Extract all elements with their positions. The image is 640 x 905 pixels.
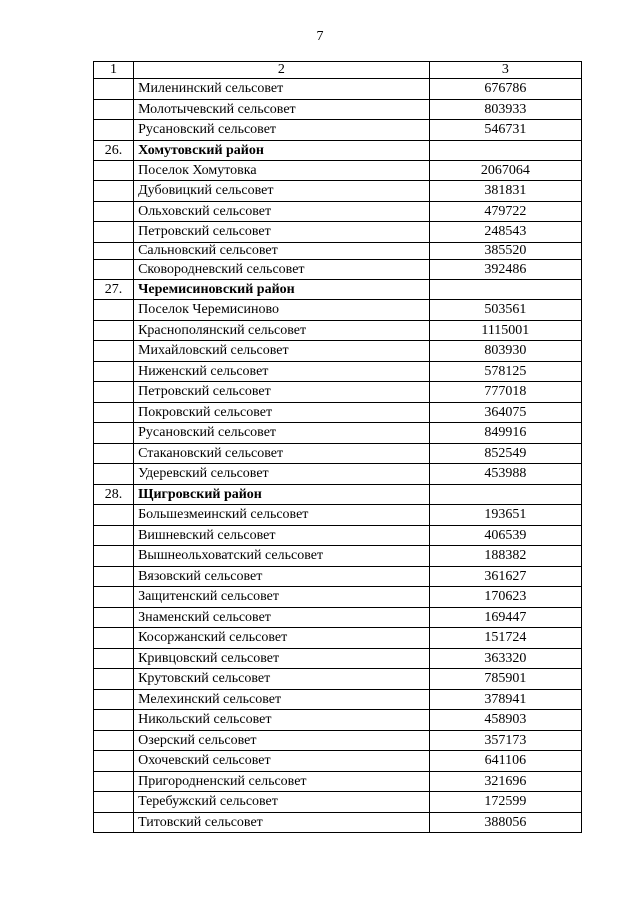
row-number <box>94 321 134 341</box>
row-value: 381831 <box>429 181 581 202</box>
row-number: 27. <box>94 280 134 300</box>
table-row <box>94 161 582 181</box>
table-row <box>94 79 582 100</box>
row-value: 172599 <box>429 792 581 813</box>
row-value <box>429 485 581 505</box>
table-row <box>94 382 582 403</box>
table-row <box>94 120 582 141</box>
row-number <box>94 628 134 649</box>
row-value: 388056 <box>429 813 581 833</box>
table-row <box>94 243 582 260</box>
row-name: Русановский сельсовет <box>134 423 430 444</box>
row-name: Петровский сельсовет <box>134 382 430 403</box>
row-value: 378941 <box>429 690 581 710</box>
row-number <box>94 505 134 526</box>
row-number: 26. <box>94 141 134 161</box>
row-value: 188382 <box>429 546 581 567</box>
row-value: 676786 <box>429 79 581 100</box>
table-row <box>94 403 582 423</box>
row-value: 2067064 <box>429 161 581 181</box>
row-number <box>94 546 134 567</box>
row-number: 28. <box>94 485 134 505</box>
district-row <box>94 485 582 505</box>
row-value: 803930 <box>429 341 581 362</box>
row-value: 248543 <box>429 222 581 243</box>
row-name: Ниженский сельсовет <box>134 362 430 382</box>
row-name: Михайловский сельсовет <box>134 341 430 362</box>
table-row <box>94 505 582 526</box>
row-number <box>94 260 134 280</box>
table-row <box>94 181 582 202</box>
row-value: 578125 <box>429 362 581 382</box>
row-value: 363320 <box>429 649 581 669</box>
row-value: 503561 <box>429 300 581 321</box>
row-name: Щигровский район <box>134 485 430 505</box>
row-value: 1115001 <box>429 321 581 341</box>
row-number <box>94 161 134 181</box>
row-name: Охочевский сельсовет <box>134 751 430 772</box>
row-number <box>94 690 134 710</box>
row-name: Большезмеинский сельсовет <box>134 505 430 526</box>
row-name: Миленинский сельсовет <box>134 79 430 100</box>
row-name: Защитенский сельсовет <box>134 587 430 608</box>
row-number <box>94 79 134 100</box>
row-name: Дубовицкий сельсовет <box>134 181 430 202</box>
row-name: Крутовский сельсовет <box>134 669 430 690</box>
table-row <box>94 731 582 751</box>
row-name: Молотычевский сельсовет <box>134 100 430 120</box>
district-row <box>94 141 582 161</box>
table-row <box>94 710 582 731</box>
row-name: Титовский сельсовет <box>134 813 430 833</box>
row-number <box>94 181 134 202</box>
row-number <box>94 243 134 260</box>
table-row <box>94 628 582 649</box>
table-row <box>94 669 582 690</box>
row-name: Хомутовский район <box>134 141 430 161</box>
district-row <box>94 280 582 300</box>
row-value: 803933 <box>429 100 581 120</box>
row-number <box>94 813 134 833</box>
row-number <box>94 300 134 321</box>
row-name: Ольховский сельсовет <box>134 202 430 222</box>
table-row <box>94 362 582 382</box>
page-number: 7 <box>316 29 324 44</box>
row-value: 385520 <box>429 243 581 260</box>
row-name: Черемисиновский район <box>134 280 430 300</box>
table-row <box>94 444 582 464</box>
table-row <box>94 222 582 243</box>
row-name: Удеревский сельсовет <box>134 464 430 485</box>
table-row <box>94 300 582 321</box>
table-row <box>94 423 582 444</box>
table-row <box>94 608 582 628</box>
header-col-3: 3 <box>429 62 581 79</box>
table-row <box>94 260 582 280</box>
row-number <box>94 120 134 141</box>
row-number <box>94 751 134 772</box>
table-row <box>94 587 582 608</box>
row-value: 392486 <box>429 260 581 280</box>
header-col-2: 2 <box>134 62 430 79</box>
row-name: Сальновский сельсовет <box>134 243 430 260</box>
table-row <box>94 526 582 546</box>
row-number <box>94 403 134 423</box>
row-name: Кривцовский сельсовет <box>134 649 430 669</box>
row-name: Вязовский сельсовет <box>134 567 430 587</box>
row-name: Покровский сельсовет <box>134 403 430 423</box>
row-value: 453988 <box>429 464 581 485</box>
row-value: 479722 <box>429 202 581 222</box>
row-value: 364075 <box>429 403 581 423</box>
row-number <box>94 362 134 382</box>
row-name: Поселок Хомутовка <box>134 161 430 181</box>
row-value: 406539 <box>429 526 581 546</box>
table-row <box>94 464 582 485</box>
row-value: 785901 <box>429 669 581 690</box>
row-number <box>94 202 134 222</box>
table-header-row <box>94 62 582 79</box>
table-row <box>94 567 582 587</box>
row-name: Поселок Черемисиново <box>134 300 430 321</box>
row-number <box>94 608 134 628</box>
row-name: Сковородневский сельсовет <box>134 260 430 280</box>
row-name: Мелехинский сельсовет <box>134 690 430 710</box>
row-name: Никольский сельсовет <box>134 710 430 731</box>
row-value: 852549 <box>429 444 581 464</box>
row-name: Вишневский сельсовет <box>134 526 430 546</box>
row-value: 361627 <box>429 567 581 587</box>
row-number <box>94 587 134 608</box>
row-value: 777018 <box>429 382 581 403</box>
row-name: Стакановский сельсовет <box>134 444 430 464</box>
row-name: Знаменский сельсовет <box>134 608 430 628</box>
row-name: Пригородненский сельсовет <box>134 772 430 792</box>
header-col-1: 1 <box>94 62 134 79</box>
row-number <box>94 731 134 751</box>
row-name: Петровский сельсовет <box>134 222 430 243</box>
row-value: 849916 <box>429 423 581 444</box>
row-number <box>94 100 134 120</box>
table-row <box>94 321 582 341</box>
row-number <box>94 772 134 792</box>
row-value: 169447 <box>429 608 581 628</box>
row-value <box>429 141 581 161</box>
table-row <box>94 813 582 833</box>
row-name: Озерский сельсовет <box>134 731 430 751</box>
row-number <box>94 710 134 731</box>
table-row <box>94 202 582 222</box>
row-number <box>94 341 134 362</box>
row-number <box>94 649 134 669</box>
table-row <box>94 792 582 813</box>
municipal-table <box>93 61 582 833</box>
table-row <box>94 649 582 669</box>
row-number <box>94 423 134 444</box>
row-name: Вышнеольховатский сельсовет <box>134 546 430 567</box>
row-number <box>94 222 134 243</box>
row-value: 458903 <box>429 710 581 731</box>
table-row <box>94 772 582 792</box>
row-value: 357173 <box>429 731 581 751</box>
row-name: Русановский сельсовет <box>134 120 430 141</box>
row-value: 193651 <box>429 505 581 526</box>
row-number <box>94 792 134 813</box>
table-row <box>94 341 582 362</box>
table-row <box>94 690 582 710</box>
row-number <box>94 464 134 485</box>
row-number <box>94 669 134 690</box>
row-number <box>94 444 134 464</box>
row-value: 170623 <box>429 587 581 608</box>
row-number <box>94 526 134 546</box>
row-name: Косоржанский сельсовет <box>134 628 430 649</box>
row-value <box>429 280 581 300</box>
table-row <box>94 546 582 567</box>
row-number <box>94 382 134 403</box>
row-value: 641106 <box>429 751 581 772</box>
row-value: 546731 <box>429 120 581 141</box>
table-row <box>94 100 582 120</box>
table-row <box>94 751 582 772</box>
row-name: Теребужский сельсовет <box>134 792 430 813</box>
row-value: 321696 <box>429 772 581 792</box>
row-name: Краснополянский сельсовет <box>134 321 430 341</box>
row-value: 151724 <box>429 628 581 649</box>
row-number <box>94 567 134 587</box>
